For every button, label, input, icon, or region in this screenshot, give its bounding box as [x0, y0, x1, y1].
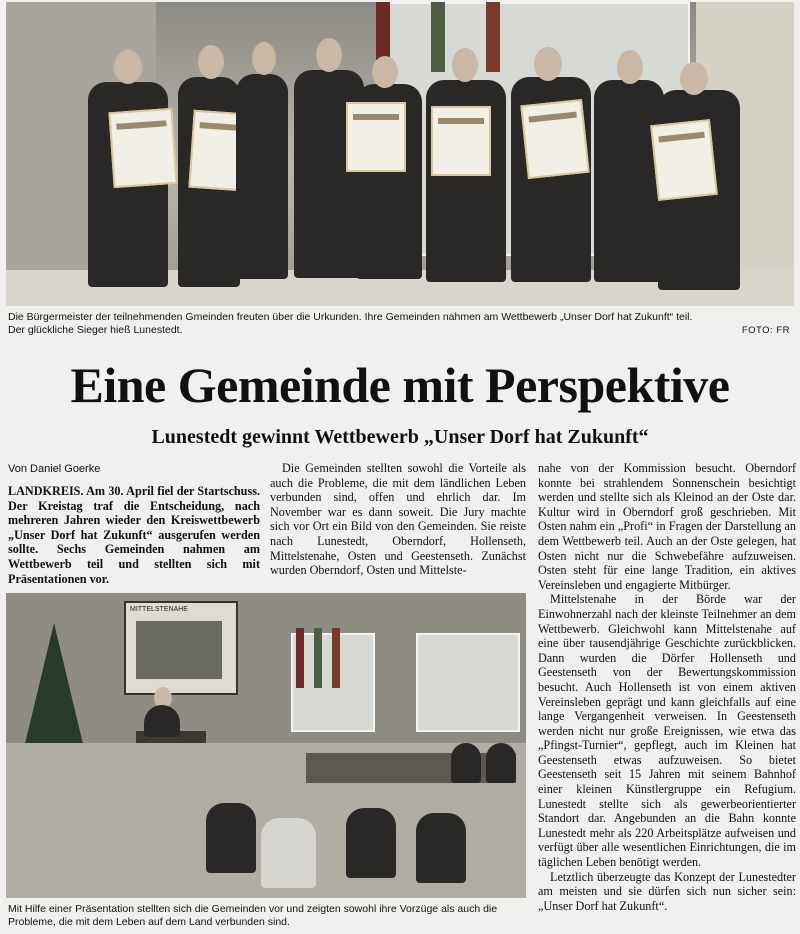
article-column-2 [270, 461, 526, 578]
article-column-3 [538, 461, 796, 913]
window [416, 633, 520, 732]
bottom-photo-caption: Mit Hilfe einer Präsentation stellten sich die Gemeinden vor und zeigten sowohl ihre Vorzüge als auch die Probleme, die mit dem Leben auf dem Land verbunden sind. [8, 903, 498, 928]
flag [431, 2, 445, 72]
certificate [520, 99, 589, 179]
paragraph: Letztlich überzeugte das Konzept der Lunestedter am meisten und sie dürfen sich nun sicher sein: „Unser Dorf hat Zukunft“. [538, 869, 796, 913]
flag [332, 628, 340, 688]
photo-credit: FOTO: FR [741, 325, 790, 336]
screen-image [136, 621, 222, 679]
headline: Eine Gemeinde mit Perspektive [70, 357, 730, 413]
audience-member [261, 818, 316, 888]
mayor-head [617, 50, 643, 84]
flag [314, 628, 322, 688]
audience-member [346, 808, 396, 878]
lead-paragraph: LANDKREIS. Am 30. April fiel der Startschuss. Der Kreistag traf die Entscheidung, nach mehreren Jahren wieder den Kreiswettbewerb „Unser Dorf hat Zukunft“ ausgerufen werden sollte. Sechs Gemeinden nahmen am Wettbewerb teil und stellten sich mit Präsentationen vor. [8, 484, 260, 586]
top-photo [6, 2, 794, 306]
certificate [650, 119, 718, 201]
projection-screen [124, 601, 238, 695]
top-photo-caption: Die Bürgermeister der teilnehmenden Gmeinden freuten über die Urkunden. Ihre Gemeinden nahmen am Wettbewerb „Unser Dorf hat Zukunft“ teil. Der glückliche Sieger hieß Lunestedt. [8, 311, 693, 336]
certificate [431, 106, 491, 176]
mayor-head [114, 50, 142, 84]
mayor-head [252, 42, 276, 75]
bottom-photo [6, 593, 526, 898]
certificate [108, 108, 177, 188]
paragraph: nahe von der Kommission besucht. Oberndorf konnte bei strahlendem Sonnenschein besichtigt werden und stellte sich als Kleinod an der Oste dar. Kultur wird in Oberndorf groß geschrieben. Mit Osten nahm ein „Profi“ in Fragen der Darstellung an dem Wettbewerb teil. Auch an der Oste gelegen, hat Osten nicht nur die Schwebefähre aufzuweisen. Osten steht für eine lange Tradition, ein aktives Vereinsleben und engagierte Mitbürger. [538, 461, 796, 592]
table [306, 753, 516, 783]
article-column-1 [8, 484, 260, 586]
mayor-figure [236, 74, 288, 279]
audience-member [206, 803, 256, 873]
mayor-head [452, 48, 478, 82]
speaker-figure [144, 705, 180, 737]
mayor-head [316, 38, 342, 72]
mayor-head [680, 62, 708, 95]
mayor-head [372, 56, 398, 88]
audience-member [486, 743, 516, 783]
mayor-head [534, 47, 562, 81]
flag [486, 2, 500, 72]
paragraph: Mittelstenahe in der Börde war der Einwohnerzahl nach der kleinste Teilnehmer an dem Wettbewerb. Gleichwohl kann Mittelstenahe auf eine über tausendjährige Geschichte zurückblicken. Dann wurden die Dörfer Hollenseth und Geestenseth von der Bewertungskommission besucht. Auch Hollenseth ist von einem aktiven Vereinsleben geprägt und kann gleichfalls auf eine lange Vergangenheit verweisen. In Geestenseth werden nicht nur große Ereignissen, wie etwa das „Pfingst-Turnier“, gepflegt, auch im Kleinen hat Geestenseth etwas aufzuweisen. So bietet Geestenseth seit 15 Jahren mit seinem Bahnhof einer kleinen Künstlergruppe ein Refugium. Lunestedt stellte sich als gewerbeorientierter Standort dar. Angebunden an die Bahn konnte Lunestedt mehr als 220 Arbeitsplätze aufweisen und verfügt über alle wesentlichen Einrichtungen, die im täglichen Leben benötigt werden. [538, 592, 796, 870]
mayor-head [198, 45, 224, 79]
byline: Von Daniel Goerke [8, 463, 101, 475]
audience-member [416, 813, 466, 883]
subheadline: Lunestedt gewinnt Wettbewerb „Unser Dorf hat Zukunft“ [151, 426, 649, 448]
certificate [346, 102, 406, 172]
paragraph: Die Gemeinden stellten sowohl die Vorteile als auch die Probleme, die mit dem ländlichen Leben verbunden sind, offen und ehrlich dar. Im November war es dann soweit. Die Jury machte sich vor Ort ein Bild von den Gemeinden. Sie reiste nach Lunestedt, Oberndorf, Hollenseth, Mittelstenahe, Osten und Geestenseth. Zunächst wurden Oberndorf, Osten und Mittelste- [270, 461, 526, 578]
mayor-figure [594, 80, 664, 282]
flag [296, 628, 304, 688]
screen-title: MITTELSTENAHE [130, 606, 188, 613]
audience-member [451, 743, 481, 783]
